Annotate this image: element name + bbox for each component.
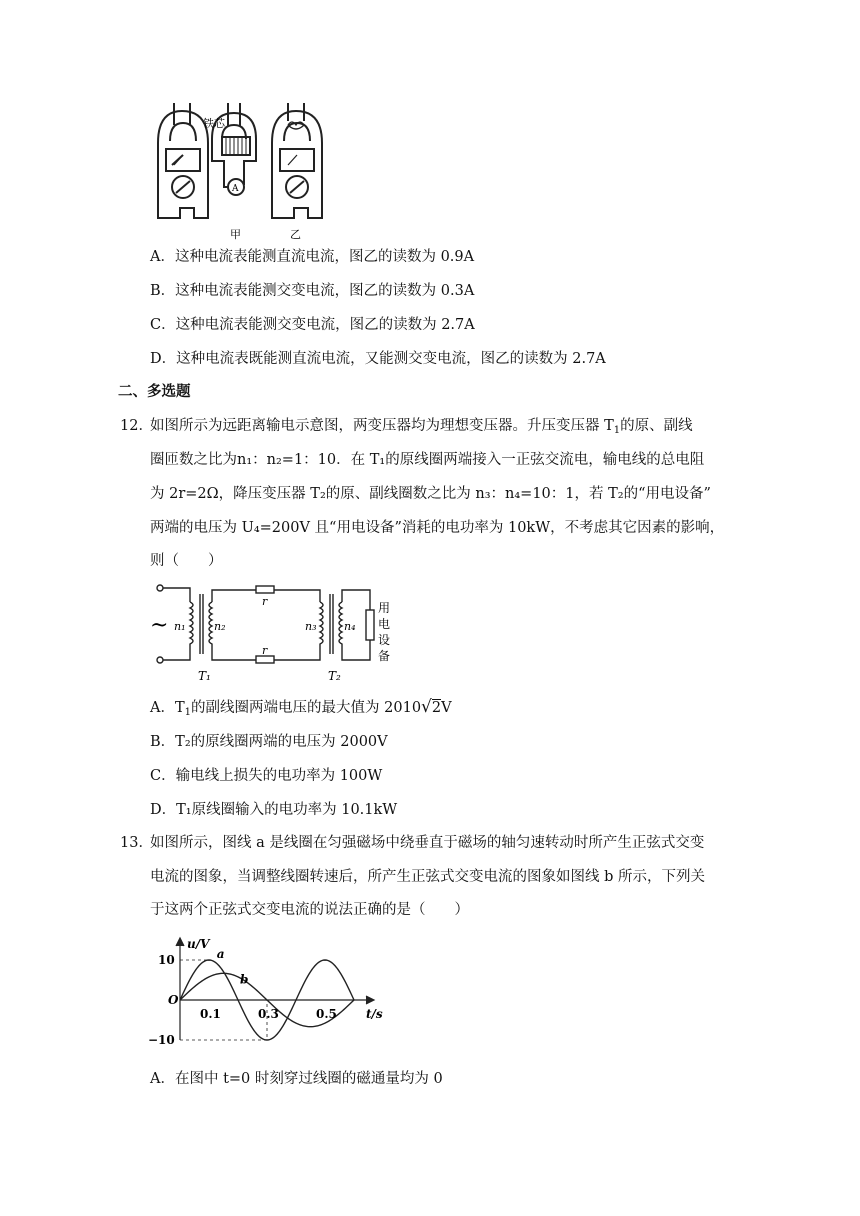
q12-option-d[interactable]: D．T₁原线圈输入的电功率为 10.1kW xyxy=(150,802,398,818)
x-axis-label: t/s xyxy=(366,1007,383,1021)
q12-line-5: 则（ ） xyxy=(150,553,223,569)
x-tick-label: 0.1 xyxy=(200,1007,221,1021)
q13-line-3: 于这两个正弦式交变电流的说法正确的是（ ） xyxy=(150,902,469,918)
r-bottom-label: r xyxy=(262,644,268,657)
origin-label: O xyxy=(168,993,179,1007)
ammeter-symbol: A xyxy=(232,184,239,194)
n3-label: n₃ xyxy=(305,620,317,633)
n4-label: n₄ xyxy=(344,620,356,633)
label-jia: 甲 xyxy=(230,228,241,240)
n1-label: n₁ xyxy=(174,620,186,633)
y-axis-label: u/V xyxy=(187,937,210,951)
q11-option-b[interactable]: B．这种电流表能测交变电流，图乙的读数为 0.3A xyxy=(150,283,475,299)
q12-line-2: 圈匝数之比为n₁：n₂=1：10．在 T₁的原线圈两端接入一正弦交流电，输电线的总电阻 xyxy=(150,452,705,468)
q12-option-c[interactable]: C．输电线上损失的电功率为 100W xyxy=(150,768,383,784)
q12-number: 12． xyxy=(120,418,153,434)
q12-line-4: 两端的电压为 U₄=200V 且“用电设备”消耗的电功率为 10kW，不考虑其它因素的影响， xyxy=(150,520,725,536)
device-char-2: 电 xyxy=(378,617,391,631)
q12-option-a[interactable]: A．$T_1$的副线圈两端电压的最大值为 2010√2V xyxy=(150,697,452,718)
core-label: 铁芯 xyxy=(203,117,225,130)
q13-option-a[interactable]: A．在图中 t=0 时刻穿过线圈的磁通量均为 0 xyxy=(150,1071,443,1087)
label-yi: 乙 xyxy=(290,228,301,240)
r-top-label: r xyxy=(262,595,268,608)
q11-option-d[interactable]: D．这种电流表既能测直流电流，又能测交变电流，图乙的读数为 2.7A xyxy=(150,351,606,367)
q13-number: 13． xyxy=(120,835,153,851)
t2-label: T₂ xyxy=(328,669,341,683)
x-tick-label: 0.3 xyxy=(258,1007,279,1021)
q11-option-c[interactable]: C．这种电流表能测交变电流，图乙的读数为 2.7A xyxy=(150,317,475,333)
n2-label: n₂ xyxy=(214,620,226,633)
q12-option-b[interactable]: B．T₂的原线圈两端的电压为 2000V xyxy=(150,734,388,750)
q12-line-1: 如图所示为远距离输电示意图，两变压器均为理想变压器。升压变压器 $T_1$的原、副线 xyxy=(150,418,693,436)
series-b-label: b xyxy=(240,972,249,987)
peak-guide-negative xyxy=(180,1000,267,1040)
q13-line-2: 电流的图象，当调整线圈转速后，所产生正弦式交变电流的图象如图线 b 所示，下列关 xyxy=(150,869,705,885)
clamp-meter-figure xyxy=(150,103,340,240)
transmission-circuit-figure xyxy=(148,580,398,686)
q11-option-a[interactable]: A．这种电流表能测直流电流，图乙的读数为 0.9A xyxy=(150,249,475,265)
y-tick-label: 10 xyxy=(158,953,175,967)
ac-source-symbol: ~ xyxy=(150,613,169,638)
x-tick-label: 0.5 xyxy=(316,1007,337,1021)
sine-wave-chart xyxy=(142,932,392,1050)
device-char-4: 备 xyxy=(378,649,391,663)
t1-label: T₁ xyxy=(198,669,211,683)
q12-line-3: 为 2r=2Ω，降压变压器 T₂的原、副线圈数之比为 n₃：n₄=10：1，若 T₂的“用电设备” xyxy=(150,486,711,502)
section-title: 二、多选题 xyxy=(118,383,191,400)
device-char-3: 设 xyxy=(378,633,391,647)
device-char-1: 用 xyxy=(378,601,391,615)
series-a-label: a xyxy=(216,947,225,961)
y-tick-label: −10 xyxy=(148,1033,175,1047)
q13-line-1: 如图所示，图线 a 是线圈在匀强磁场中绕垂直于磁场的轴匀速转动时所产生正弦式交变 xyxy=(150,835,705,851)
